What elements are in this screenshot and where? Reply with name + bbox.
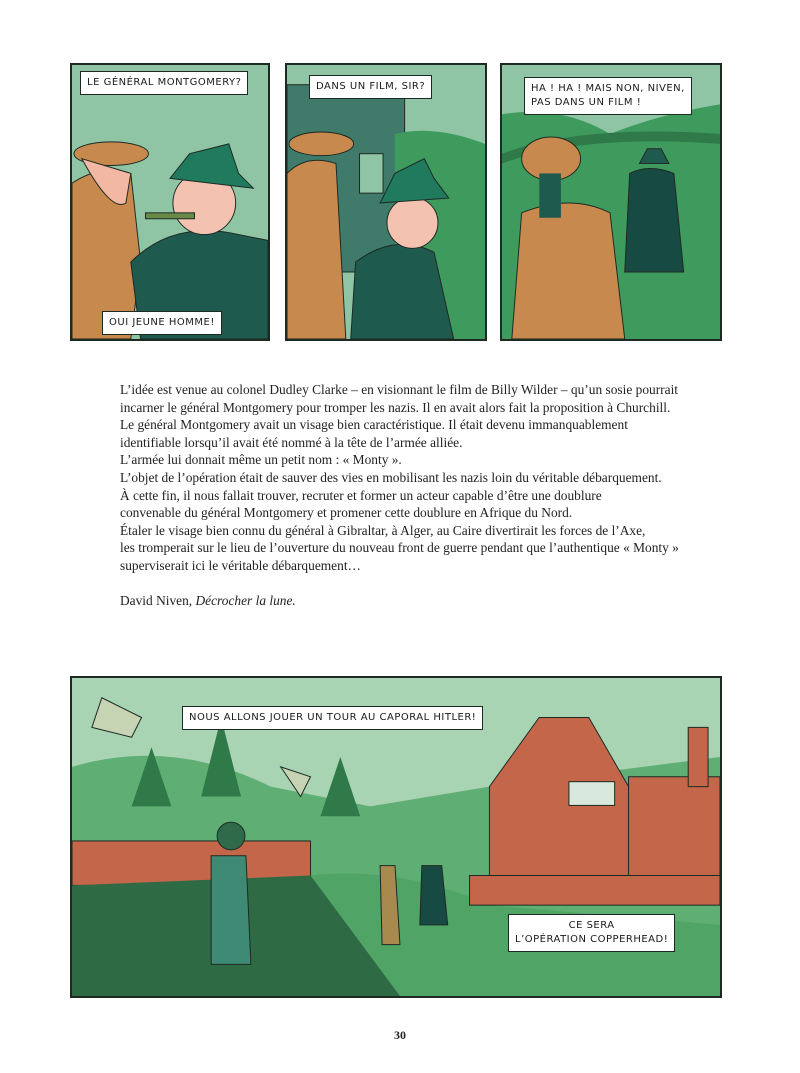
prose-line: incarner le général Montgomery pour tromper les nazis. Il en avait alors fait la proposition à Churchill. bbox=[120, 399, 671, 415]
speech-bubble: OUI JEUNE HOMME! bbox=[102, 311, 222, 335]
bubble-line: CE SERA bbox=[568, 920, 615, 931]
prose-line: convenable du général Montgomery et promener cette doublure en Afrique du Nord. bbox=[120, 505, 573, 521]
comic-panel-4 bbox=[70, 676, 722, 998]
speech-bubble bbox=[508, 914, 675, 952]
attribution-title: Décrocher la lune. bbox=[195, 593, 296, 609]
comic-panel-3 bbox=[500, 63, 722, 341]
speech-bubble: DANS UN FILM, SIR? bbox=[309, 75, 432, 99]
comic-panel-1 bbox=[70, 63, 270, 341]
prose-line: superviserait ici le véritable débarquement… bbox=[120, 557, 361, 573]
bubble-line: HA ! HA ! MAIS NON, NIVEN, bbox=[531, 83, 685, 94]
prose-line: les tromperait sur le lieu de l’ouverture du nouveau front de guerre pendant que l’authentique « Monty » bbox=[120, 540, 679, 556]
panel-2-illustration bbox=[287, 65, 485, 339]
prose-text bbox=[120, 381, 720, 610]
bubble-line: L’OPÉRATION COPPERHEAD! bbox=[515, 934, 669, 945]
speech-bubble: LE GÉNÉRAL MONTGOMERY? bbox=[80, 71, 248, 95]
prose-line: Le général Montgomery avait un visage bien caractéristique. Il était devenu immanquablement bbox=[120, 417, 628, 433]
panel-1-illustration bbox=[72, 65, 268, 339]
attribution-author: David Niven, bbox=[120, 593, 196, 609]
prose-line: identifiable lorsqu’il avait été nommé à la tête de l’armée alliée. bbox=[120, 434, 463, 450]
speech-bubble: NOUS ALLONS JOUER UN TOUR AU CAPORAL HITLER! bbox=[182, 706, 483, 730]
attribution bbox=[120, 592, 720, 610]
speech-bubble bbox=[524, 77, 692, 115]
page-number: 30 bbox=[394, 1028, 406, 1042]
prose-line: L’objet de l’opération était de sauver des vies en mobilisant les nazis loin du véritable débarquement. bbox=[120, 469, 662, 485]
comic-panel-2 bbox=[285, 63, 487, 341]
bubble-line: PAS DANS UN FILM ! bbox=[531, 97, 642, 108]
prose-line: L’idée est venue au colonel Dudley Clarke – en visionnant le film de Billy Wilder – qu’un sosie pourrait bbox=[120, 382, 679, 397]
prose-line: À cette fin, il nous fallait trouver, recruter et former un acteur capable d’être une doublure bbox=[120, 487, 602, 503]
prose-line: L’armée lui donnait même un petit nom : « Monty ». bbox=[120, 452, 402, 468]
prose-line: Étaler le visage bien connu du général à Gibraltar, à Alger, au Caire divertirait les forces de l’Axe, bbox=[120, 522, 646, 538]
